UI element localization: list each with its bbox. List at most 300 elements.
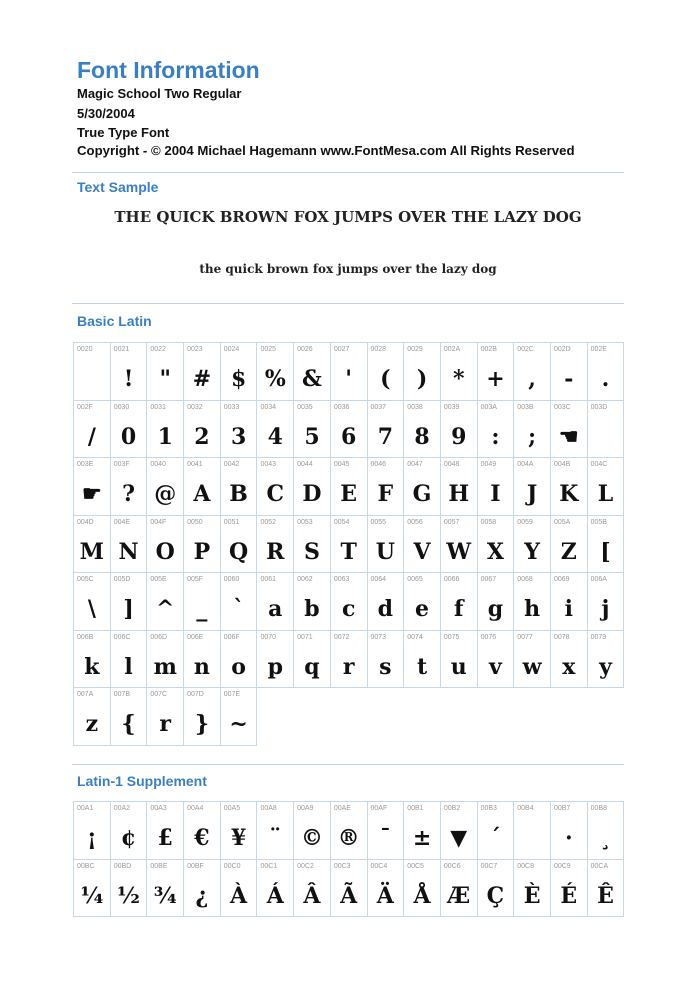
- glyph-code: 006E: [187, 633, 204, 641]
- glyph-code: 0067: [480, 576, 497, 583]
- glyph-char: \: [87, 596, 96, 622]
- glyph-cell: [294, 401, 331, 459]
- glyph-char: Ã: [340, 882, 358, 909]
- glyph-code: 00B7: [553, 805, 571, 812]
- glyph-code: 0033: [223, 403, 240, 411]
- glyph-cell: [147, 631, 184, 689]
- glyph-code: 0072: [333, 633, 350, 641]
- glyph-char: M: [79, 538, 105, 565]
- latin1-grid: [73, 801, 624, 917]
- glyph-char: s: [379, 653, 392, 680]
- glyph-code: 003F: [113, 461, 130, 468]
- glyph-code: 0046: [370, 461, 387, 468]
- glyph-code: 0060: [223, 576, 240, 583]
- sample-lowercase: the quick brown fox jumps over the lazy dog: [199, 262, 497, 276]
- glyph-char: `: [233, 596, 245, 622]
- glyph-cell: [257, 573, 294, 631]
- glyph-code: 0029: [407, 346, 423, 353]
- glyph-char: g: [487, 596, 504, 622]
- glyph-char: }: [194, 711, 209, 737]
- glyph-char: Ç: [486, 882, 505, 909]
- glyph-char: ~: [229, 711, 248, 737]
- glyph-cell: [111, 516, 148, 574]
- glyph-code: 0063: [333, 576, 350, 583]
- glyph-char: l: [124, 653, 133, 680]
- copyright: Copyright - © 2004 Michael Hagemann www.FontMesa.com All Rights Reserved: [77, 143, 575, 158]
- glyph-code: 004C: [590, 461, 608, 468]
- glyph-cell: [478, 860, 515, 918]
- glyph-char: ¢: [120, 825, 137, 851]
- glyph-char: @: [154, 481, 177, 507]
- glyph-char: W: [446, 538, 472, 565]
- glyph-char: p: [267, 653, 283, 680]
- glyph-code: 006F: [223, 633, 240, 641]
- glyph-cell: [478, 401, 515, 459]
- glyph-char: Á: [266, 882, 284, 909]
- glyph-code: 0023: [187, 346, 203, 353]
- glyph-code: 005A: [553, 518, 571, 526]
- glyph-code: 00C3: [333, 862, 351, 870]
- glyph-code: 0075: [443, 633, 460, 641]
- glyph-code: 0022: [150, 346, 166, 353]
- glyph-cell: [111, 802, 148, 860]
- glyph-code: 0048: [443, 461, 460, 468]
- glyph-char: Q: [229, 538, 249, 565]
- glyph-char: ¨: [269, 825, 281, 851]
- glyph-code: 00BF: [187, 862, 204, 870]
- page-title: Font Information: [77, 57, 260, 83]
- glyph-cell: [221, 343, 258, 401]
- glyph-char: T: [340, 538, 357, 565]
- glyph-cell: [111, 343, 148, 401]
- glyph-char: ·: [564, 825, 573, 851]
- glyph-code: 0077: [517, 633, 533, 641]
- glyph-cell: [257, 401, 294, 459]
- glyph-code: 00A8: [260, 805, 277, 812]
- glyph-char: 2: [194, 423, 210, 450]
- glyph-char: ¯: [379, 825, 391, 851]
- glyph-cell: [551, 860, 588, 918]
- glyph-code: 00B3: [480, 805, 497, 812]
- glyph-char: ´: [489, 825, 501, 851]
- glyph-code: 003C: [553, 403, 571, 411]
- glyph-cell: [441, 860, 478, 918]
- glyph-cell: [184, 573, 221, 631]
- glyph-char: !: [123, 366, 134, 392]
- glyph-char: D: [302, 481, 322, 507]
- glyph-code: 00A1: [77, 805, 94, 812]
- glyph-code: 00C4: [370, 862, 388, 870]
- glyph-char: C: [266, 481, 285, 507]
- glyph-code: 006A: [590, 576, 607, 583]
- glyph-cell: [404, 860, 441, 918]
- glyph-code: 00C9: [553, 862, 571, 870]
- glyph-char: &: [302, 366, 322, 392]
- glyph-char: ½: [117, 882, 140, 909]
- glyph-char: Â: [303, 882, 321, 909]
- glyph-char: ): [416, 366, 428, 392]
- glyph-code: 00C0: [223, 862, 241, 870]
- glyph-cell: [514, 343, 551, 401]
- glyph-cell: [74, 631, 111, 689]
- glyph-cell: [294, 860, 331, 918]
- glyph-code: 00A2: [113, 805, 131, 812]
- glyph-cell: [294, 631, 331, 689]
- glyph-cell: [331, 573, 368, 631]
- glyph-char: h: [524, 596, 541, 622]
- glyph-code: 006D: [150, 633, 168, 641]
- glyph-code: 004A: [517, 461, 534, 468]
- glyph-char: J: [526, 481, 538, 507]
- glyph-code: 0025: [260, 346, 277, 353]
- glyph-cell: [74, 343, 111, 401]
- glyph-cell: [478, 631, 515, 689]
- glyph-char: I: [490, 481, 501, 507]
- glyph-cell: [294, 516, 331, 574]
- glyph-char: q: [304, 653, 320, 680]
- glyph-char: H: [448, 481, 470, 507]
- glyph-cell: [111, 458, 148, 516]
- glyph-char: 7: [377, 423, 393, 450]
- glyph-char: (: [380, 366, 391, 392]
- glyph-cell: [147, 516, 184, 574]
- glyph-code: 00B1: [407, 805, 424, 812]
- glyph-code: 002A: [443, 346, 461, 353]
- glyph-code: 0024: [223, 346, 240, 353]
- glyph-char: :: [491, 423, 500, 450]
- divider: [72, 764, 624, 765]
- glyph-char: O: [155, 538, 175, 565]
- glyph-cell: [184, 802, 221, 860]
- glyph-char: ;: [528, 423, 537, 450]
- glyph-cell: [514, 860, 551, 918]
- glyph-cell: [147, 573, 184, 631]
- glyph-code: 00C7: [480, 862, 498, 870]
- glyph-cell: [147, 688, 184, 746]
- glyph-char: -: [564, 366, 574, 392]
- glyph-code: 00BC: [77, 862, 95, 870]
- glyph-code: 00C5: [407, 862, 424, 870]
- glyph-char: ¾: [153, 882, 177, 909]
- glyph-code: 00C8: [517, 862, 534, 870]
- glyph-code: 004F: [150, 518, 167, 526]
- glyph-cell: [74, 860, 111, 918]
- glyph-code: 0057: [443, 518, 460, 526]
- glyph-char: £: [157, 825, 173, 851]
- glyph-cell: [514, 458, 551, 516]
- glyph-cell: [368, 516, 405, 574]
- glyph-char: {: [121, 711, 136, 737]
- glyph-code: 0049: [480, 461, 497, 468]
- glyph-char: ¡: [87, 825, 97, 851]
- glyph-cell: [404, 458, 441, 516]
- glyph-code: 004B: [553, 461, 571, 468]
- glyph-char: X: [486, 538, 504, 565]
- glyph-cell: [111, 401, 148, 459]
- glyph-code: 005C: [77, 576, 94, 583]
- glyph-cell: [74, 516, 111, 574]
- glyph-char: a: [268, 596, 283, 622]
- glyph-char: ¼: [80, 882, 104, 909]
- glyph-cell: [221, 516, 258, 574]
- glyph-cell: [588, 458, 625, 516]
- glyph-char: L: [597, 481, 614, 507]
- glyph-code: 0055: [370, 518, 387, 526]
- glyph-cell: [294, 458, 331, 516]
- glyph-code: 002D: [553, 346, 571, 353]
- glyph-code: 00A3: [150, 805, 167, 812]
- basic-latin-grid: [73, 342, 624, 746]
- glyph-char: N: [118, 538, 139, 565]
- glyph-cell: [514, 631, 551, 689]
- glyph-cell: [551, 516, 588, 574]
- glyph-cell: [368, 631, 405, 689]
- glyph-char: x: [562, 653, 576, 680]
- glyph-char: Å: [413, 882, 431, 909]
- glyph-code: 00C2: [297, 862, 314, 870]
- glyph-code: 007A: [77, 691, 94, 698]
- glyph-code: 0079: [590, 633, 607, 641]
- glyph-code: 0076: [480, 633, 497, 641]
- glyph-char: ±: [412, 825, 432, 851]
- glyph-char: 6: [341, 423, 357, 450]
- glyph-cell: [331, 343, 368, 401]
- glyph-cell: [404, 343, 441, 401]
- glyph-cell: [221, 631, 258, 689]
- glyph-char: $: [230, 366, 247, 392]
- glyph-code: 0069: [553, 576, 570, 583]
- glyph-code: 0068: [517, 576, 533, 583]
- glyph-code: 0070: [260, 633, 277, 641]
- glyph-char: ': [345, 366, 353, 392]
- glyph-cell: [478, 458, 515, 516]
- glyph-code: 0043: [260, 461, 277, 468]
- glyph-code: 0047: [407, 461, 423, 468]
- glyph-code: 007D: [187, 691, 204, 698]
- glyph-code: 0038: [407, 403, 423, 411]
- glyph-cell: [441, 458, 478, 516]
- glyph-cell: [331, 516, 368, 574]
- glyph-cell: [478, 802, 515, 860]
- glyph-char: Æ: [447, 882, 471, 909]
- glyph-cell: [441, 802, 478, 860]
- glyph-char: w: [522, 653, 542, 680]
- glyph-cell: [441, 343, 478, 401]
- glyph-code: 00BE: [150, 862, 168, 870]
- glyph-code: 0051: [223, 518, 240, 526]
- glyph-char: ¸: [599, 825, 611, 851]
- glyph-code: 0058: [480, 518, 497, 526]
- glyph-cell: [368, 458, 405, 516]
- glyph-cell: [257, 343, 294, 401]
- glyph-char: d: [377, 596, 394, 622]
- glyph-cell: [404, 802, 441, 860]
- glyph-char: 1: [157, 423, 173, 450]
- glyph-char: f: [453, 596, 464, 622]
- glyph-code: 0039: [443, 403, 460, 411]
- glyph-code: 002E: [590, 346, 607, 353]
- glyph-cell: [588, 860, 625, 918]
- glyph-char: 9: [451, 423, 467, 450]
- glyph-code: 0040: [150, 461, 166, 468]
- glyph-code: 0054: [333, 518, 350, 526]
- glyph-code: 0041: [187, 461, 203, 468]
- font-type: True Type Font: [77, 125, 170, 140]
- glyph-cell: [147, 458, 184, 516]
- glyph-char: ^: [156, 596, 175, 622]
- glyph-char: E: [340, 481, 358, 507]
- glyph-code: 005B: [590, 518, 607, 526]
- glyph-code: 007E: [223, 691, 241, 698]
- glyph-char: ©: [300, 825, 323, 851]
- glyph-char: ☚: [558, 423, 579, 450]
- glyph-char: Ä: [376, 882, 394, 909]
- glyph-cell: [478, 573, 515, 631]
- glyph-char: ?: [122, 481, 135, 507]
- glyph-code: 0042: [223, 461, 240, 468]
- glyph-cell: [441, 631, 478, 689]
- glyph-char: U: [375, 538, 395, 565]
- glyph-cell: [74, 802, 111, 860]
- glyph-char: +: [486, 366, 505, 392]
- glyph-char: u: [450, 653, 467, 680]
- glyph-cell: [551, 802, 588, 860]
- glyph-char: b: [304, 596, 320, 622]
- glyph-code: 00B4: [517, 805, 534, 812]
- glyph-cell: [147, 401, 184, 459]
- glyph-code: 0035: [297, 403, 313, 411]
- glyph-code: 0065: [407, 576, 423, 583]
- glyph-code: 005F: [187, 576, 204, 583]
- glyph-cell: [221, 860, 258, 918]
- glyph-cell: [514, 401, 551, 459]
- glyph-cell: [331, 458, 368, 516]
- glyph-char: 3: [230, 423, 247, 450]
- glyph-char: z: [85, 711, 99, 737]
- glyph-cell: [294, 573, 331, 631]
- latin1-heading: Latin-1 Supplement: [77, 773, 207, 789]
- glyph-char: 4: [267, 423, 283, 450]
- glyph-code: 00B2: [443, 805, 461, 812]
- glyph-char: V: [413, 538, 431, 565]
- glyph-char: À: [230, 882, 248, 909]
- glyph-cell: [294, 343, 331, 401]
- glyph-cell: [221, 573, 258, 631]
- glyph-char: S: [304, 538, 320, 565]
- glyph-char: 0: [120, 423, 137, 450]
- glyph-code: 003E: [77, 461, 94, 468]
- glyph-cell: [588, 802, 625, 860]
- glyph-char: n: [193, 653, 210, 680]
- glyph-cell: [184, 458, 221, 516]
- font-date: 5/30/2004: [77, 106, 135, 121]
- glyph-cell: [74, 688, 111, 746]
- glyph-char: P: [193, 538, 211, 565]
- glyph-cell: [221, 802, 258, 860]
- glyph-code: 002C: [517, 346, 534, 353]
- glyph-code: 0026: [297, 346, 313, 353]
- basic-latin-heading: Basic Latin: [77, 313, 152, 329]
- glyph-code: 0028: [370, 346, 387, 353]
- glyph-code: 0045: [333, 461, 350, 468]
- glyph-cell: [74, 401, 111, 459]
- glyph-cell: [184, 860, 221, 918]
- glyph-code: 0056: [407, 518, 423, 526]
- glyph-cell: [588, 573, 625, 631]
- glyph-char: È: [523, 882, 541, 909]
- glyph-code: 0074: [407, 633, 423, 641]
- glyph-code: 0059: [517, 518, 533, 526]
- glyph-cell: [184, 688, 221, 746]
- glyph-code: 007B: [113, 691, 131, 698]
- glyph-cell: [368, 573, 405, 631]
- glyph-code: 00C1: [260, 862, 278, 870]
- glyph-cell: [368, 343, 405, 401]
- glyph-char: /: [87, 423, 96, 450]
- glyph-code: 00A4: [187, 805, 204, 812]
- glyph-char: ☛: [81, 481, 102, 507]
- glyph-cell: [331, 802, 368, 860]
- glyph-cell: [221, 688, 258, 746]
- glyph-code: 00A5: [223, 805, 241, 812]
- glyph-cell: [147, 343, 184, 401]
- glyph-char: 5: [304, 423, 320, 450]
- glyph-code: 0062: [297, 576, 313, 583]
- glyph-char: k: [84, 653, 100, 680]
- glyph-cell: [478, 343, 515, 401]
- glyph-char: ]: [123, 596, 134, 622]
- glyph-code: 002B: [480, 346, 497, 353]
- glyph-code: 0031: [150, 403, 166, 411]
- glyph-char: c: [341, 596, 356, 622]
- glyph-cell: [184, 516, 221, 574]
- glyph-char: r: [342, 653, 355, 680]
- text-sample-heading: Text Sample: [77, 179, 159, 195]
- glyph-code: 004E: [113, 518, 131, 526]
- glyph-cell: [588, 516, 625, 574]
- glyph-cell: [404, 631, 441, 689]
- glyph-char: ¥: [230, 825, 247, 851]
- glyph-code: 00CA: [590, 862, 609, 870]
- glyph-char: *: [452, 366, 465, 392]
- glyph-cell: [551, 401, 588, 459]
- glyph-char: Z: [560, 538, 577, 565]
- glyph-char: Y: [524, 538, 540, 565]
- glyph-cell: [111, 631, 148, 689]
- glyph-cell: [588, 401, 625, 459]
- glyph-cell: [441, 401, 478, 459]
- glyph-cell: [257, 516, 294, 574]
- glyph-cell: [514, 516, 551, 574]
- glyph-cell: [404, 516, 441, 574]
- glyph-char: r: [159, 711, 172, 737]
- glyph-cell: [221, 458, 258, 516]
- glyph-code: 0053: [297, 518, 313, 526]
- glyph-char: ,: [528, 366, 536, 392]
- glyph-cell: [588, 343, 625, 401]
- glyph-cell: [478, 516, 515, 574]
- glyph-cell: [331, 631, 368, 689]
- glyph-char: v: [489, 653, 502, 680]
- glyph-code: 005D: [113, 576, 131, 583]
- glyph-code: 002F: [77, 403, 93, 411]
- glyph-code: 00A9: [297, 805, 314, 812]
- glyph-cell: [331, 401, 368, 459]
- glyph-cell: [111, 573, 148, 631]
- glyph-cell: [404, 401, 441, 459]
- glyph-char: .: [601, 366, 610, 392]
- glyph-code: 003D: [590, 403, 608, 411]
